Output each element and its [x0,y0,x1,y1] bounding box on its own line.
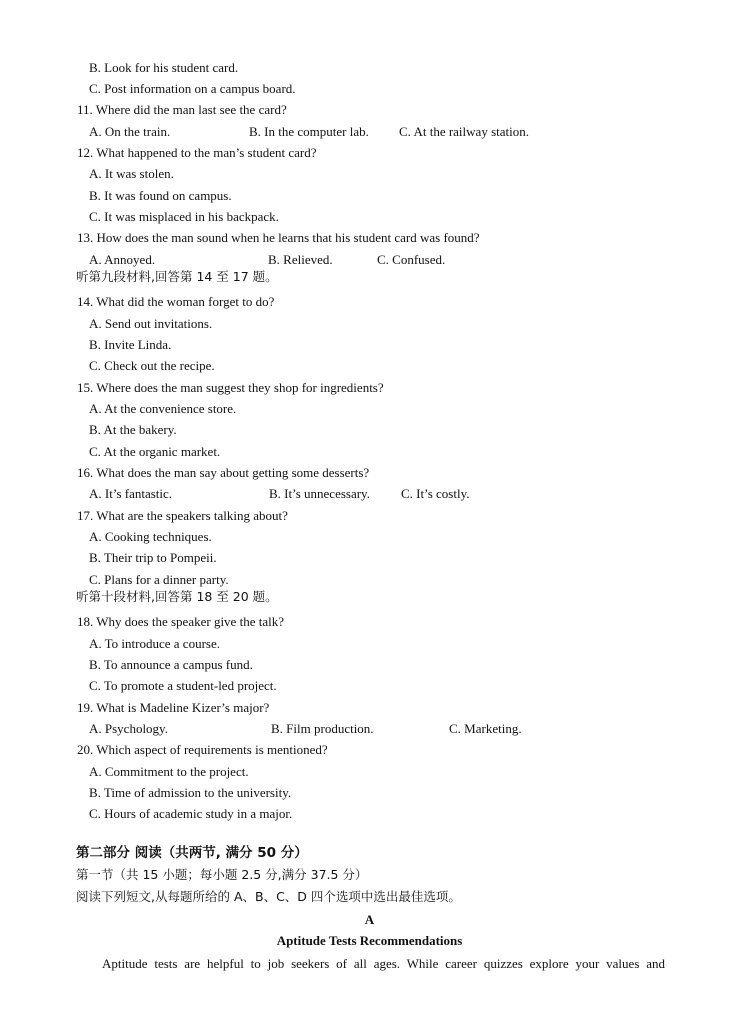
q20-option-c: C. Hours of academic study in a major. [89,806,293,821]
section-10-instruction: 听第十段材料,回答第 18 至 20 题。 [76,589,278,604]
q12-option-a: A. It was stolen. [89,166,174,181]
q16-option-a: A. It’s fantastic. [89,486,173,501]
q19-option-b: B. Film production. [271,721,374,736]
reading-directions: 阅读下列短文,从每题所给的 A、B、C、D 四个选项中选出最佳选项。 [76,889,461,904]
section-9-instruction: 听第九段材料,回答第 14 至 17 题。 [76,269,278,284]
section-1-title: 第一节（共 15 小题；每小题 2.5 分,满分 37.5 分） [76,867,368,882]
q12-option-c: C. It was misplaced in his backpack. [89,209,279,224]
q17-option-c: C. Plans for a dinner party. [89,572,229,587]
q20-option-a: A. Commitment to the project. [89,764,249,779]
q12-question: 12. What happened to the man’s student card? [77,145,317,160]
q13-option-b: B. Relieved. [268,252,333,267]
q20-question: 20. Which aspect of requirements is mentioned? [77,742,328,757]
q18-option-b: B. To announce a campus fund. [89,657,253,672]
passage-letter: A [364,912,375,927]
q16-option-b: B. It’s unnecessary. [269,486,370,501]
q15-option-a: A. At the convenience store. [89,401,237,416]
q14-option-b: B. Invite Linda. [89,337,172,352]
q11-option-c: C. At the railway station. [399,124,529,139]
q19-question: 19. What is Madeline Kizer’s major? [77,700,270,715]
q14-option-c: C. Check out the recipe. [89,358,215,373]
q10-option-b: B. Look for his student card. [89,60,239,75]
q11-option-a: A. On the train. [89,124,171,139]
q15-question: 15. Where does the man suggest they shop for ingredients? [77,380,384,395]
q13-question: 13. How does the man sound when he learns that his student card was found? [77,230,480,245]
q19-option-c: C. Marketing. [449,721,522,736]
q11-option-b: B. In the computer lab. [249,124,369,139]
q20-option-b: B. Time of admission to the university. [89,785,292,800]
q16-option-c: C. It’s costly. [401,486,470,501]
q14-option-a: A. Send out invitations. [89,316,213,331]
q16-question: 16. What does the man say about getting some desserts? [77,465,370,480]
q13-option-a: A. Annoyed. [89,252,156,267]
q15-option-c: C. At the organic market. [89,444,221,459]
q18-option-a: A. To introduce a course. [89,636,220,651]
q14-question: 14. What did the woman forget to do? [77,294,275,309]
q12-option-b: B. It was found on campus. [89,188,232,203]
q10-option-c: C. Post information on a campus board. [89,81,296,96]
passage-title: Aptitude Tests Recommendations [276,933,463,948]
q18-option-c: C. To promote a student-led project. [89,678,277,693]
q17-option-b: B. Their trip to Pompeii. [89,550,217,565]
q17-option-a: A. Cooking techniques. [89,529,212,544]
q15-option-b: B. At the bakery. [89,422,177,437]
q13-option-c: C. Confused. [377,252,446,267]
passage-first-line: Aptitude tests are helpful to job seekers of all ages. While career quizzes explore your values and [102,956,665,971]
part-2-title: 第二部分 阅读（共两节, 满分 50 分） [76,845,308,861]
q17-question: 17. What are the speakers talking about? [77,508,288,523]
q18-question: 18. Why does the speaker give the talk? [77,614,284,629]
q11-question: 11. Where did the man last see the card? [77,102,287,117]
q19-option-a: A. Psychology. [89,721,168,736]
